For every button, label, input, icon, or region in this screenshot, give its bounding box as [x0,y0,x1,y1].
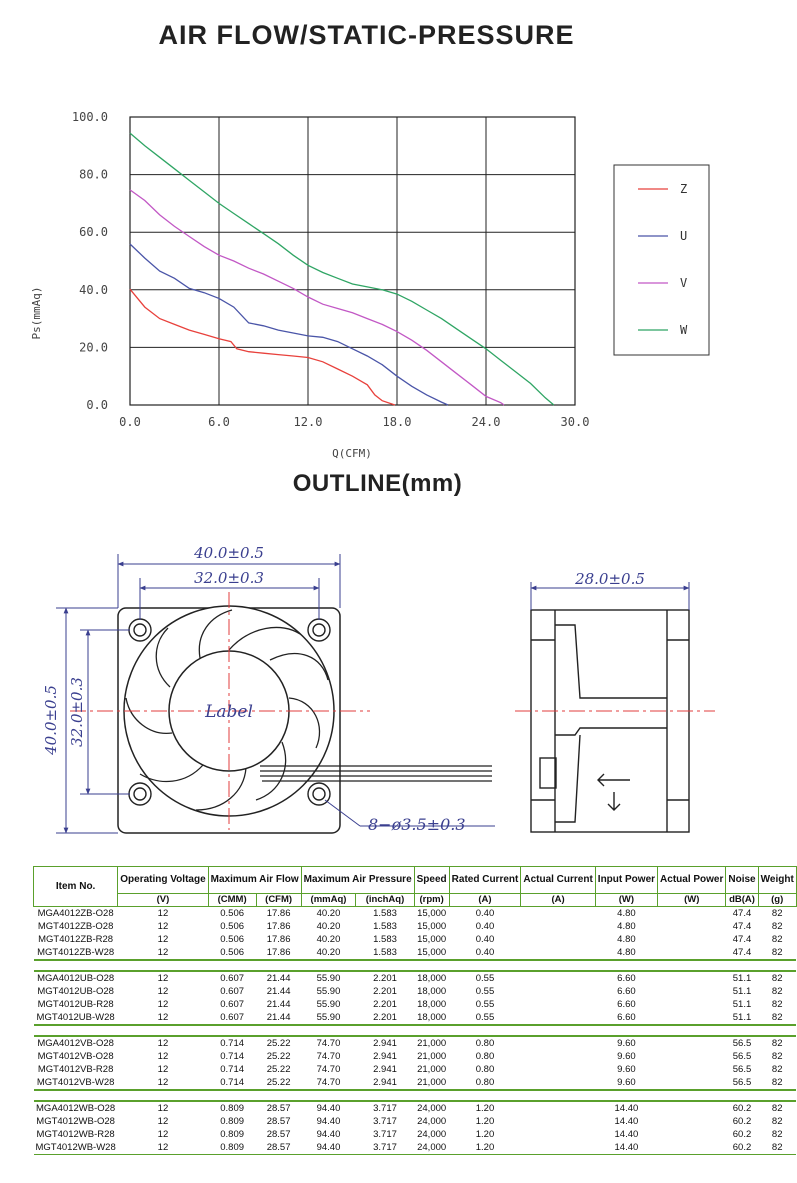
group-separator [34,1090,797,1101]
table-cell: 56.5 [732,1037,752,1049]
table-cell: 0.40 [475,920,495,932]
table-cell: 55.90 [316,985,341,997]
table-cell: 12 [118,1076,208,1090]
table-cell [521,1128,595,1141]
table-cell: 56.5 [726,1076,758,1090]
table-row [34,933,797,946]
label-text: Label [205,702,253,722]
table-cell: 74.70 [316,1037,341,1049]
table-cell [658,971,726,985]
legend-label-z: Z [680,182,688,196]
table-cell: 12 [157,907,169,919]
table-header: Operating Voltage [118,867,208,894]
table-cell: 2.201 [356,1011,414,1025]
table-cell: 51.1 [732,985,752,997]
table-cell: 40.20 [301,946,356,960]
table-cell: 25.22 [256,1076,301,1090]
table-cell: 2.201 [373,972,397,984]
table-cell: 12 [157,985,169,997]
table-cell: 51.1 [732,998,752,1010]
table-cell: 82 [771,1063,783,1075]
table-cell: 82 [771,1115,783,1127]
table-cell: 60.2 [732,1115,752,1127]
table-cell: 21.44 [266,985,291,997]
table-cell: 0.506 [220,907,245,919]
table-cell: 12 [157,933,169,945]
table-cell: 0.40 [475,907,495,919]
table-header: Actual Power [658,867,726,894]
table-cell: 1.20 [475,1115,495,1127]
table-cell: 28.57 [266,1128,291,1140]
table-cell: 0.809 [220,1128,245,1140]
table-cell: 0.607 [208,1011,256,1025]
table-cell: 40.20 [316,933,341,945]
table-cell: 0.506 [208,946,256,960]
table-cell: 1.20 [449,1141,521,1155]
table-cell [658,1076,726,1090]
table-cell: 12 [118,1141,208,1155]
table-cell [658,1011,726,1025]
table-cell: 82 [771,1102,783,1114]
y-axis-label: Ps(mmAq) [30,286,43,340]
table-row [34,1128,797,1141]
table-cell: 9.60 [617,1063,636,1075]
table-unit: (W) [595,894,657,907]
table-cell: 74.70 [316,1050,341,1062]
table-cell [521,907,595,921]
table-cell: 14.40 [595,1141,657,1155]
front-view [70,592,492,833]
table-cell: 21.44 [266,972,291,984]
chart-title: AIR FLOW/STATIC-PRESSURE [158,20,575,50]
table-cell: 0.40 [475,933,495,945]
table-cell: 47.4 [732,907,752,919]
table-row [34,907,797,921]
side-view [531,610,689,832]
y-tick-label: 100.0 [71,110,108,124]
table-cell: 82 [771,1050,783,1062]
item-no-cell: MGA4012VB-O28 [37,1037,114,1049]
table-cell [521,1141,595,1155]
x-tick-label: 6.0 [208,415,230,429]
table-cell: 56.5 [732,1063,752,1075]
table-cell: 21,000 [417,1063,447,1075]
table-header: Maximum Air Flow [208,867,301,894]
table-cell [521,933,595,946]
table-cell: 40.20 [316,907,341,919]
item-no-cell: MGT4012UB-R28 [37,998,114,1010]
legend-label-v: V [680,276,688,290]
table-unit: (V) [118,894,208,907]
table-cell: 0.714 [220,1063,245,1075]
table-cell: 24,000 [417,1102,447,1114]
table-cell: 56.5 [732,1050,752,1062]
table-header: Item No. [34,867,118,907]
table-cell: 18,000 [417,972,447,984]
table-cell: 24,000 [417,1115,447,1127]
y-tick-label: 0.0 [86,398,108,412]
table-cell [658,907,726,921]
table-cell: 1.20 [475,1102,495,1114]
table-cell: 3.717 [373,1115,397,1127]
airflow-pressure-chart [0,95,751,470]
table-cell: 2.201 [373,998,397,1010]
table-cell: 6.60 [595,1011,657,1025]
item-no-cell: MGT4012ZB-O28 [37,920,114,932]
table-cell: 94.40 [316,1128,341,1140]
table-cell: 60.2 [726,1141,758,1155]
table-row [34,946,797,960]
table-cell: 0.809 [220,1115,245,1127]
table-cell [658,1050,726,1063]
item-no-cell: MGT4012WB-O28 [36,1115,115,1127]
table-cell [658,1036,726,1050]
spec-table [33,866,797,1155]
table-cell: 60.2 [732,1128,752,1140]
table-cell [658,1128,726,1141]
table-cell [521,985,595,998]
table-cell: 25.22 [266,1063,291,1075]
table-cell: 0.80 [475,1063,495,1075]
table-cell: 82 [758,946,796,960]
table-unit: (CFM) [256,894,301,907]
table-row [34,1036,797,1050]
table-cell [521,1115,595,1128]
table-cell: 47.4 [732,933,752,945]
item-no-cell: MGT4012UB-O28 [37,985,114,997]
table-cell: 55.90 [301,1011,356,1025]
table-cell: 0.80 [475,1037,495,1049]
group-separator [34,1025,797,1036]
table-cell: 2.941 [356,1076,414,1090]
item-no-cell: MGA4012UB-O28 [37,972,115,984]
table-cell: 15,000 [417,920,447,932]
dim-front-height-outer: 40.0±0.5 [42,685,60,755]
table-cell: 15,000 [417,933,447,945]
table-unit: (rpm) [414,894,449,907]
item-no-cell: MGT4012WB-R28 [36,1128,115,1140]
group-separator [34,960,797,971]
table-cell: 9.60 [595,1076,657,1090]
table-cell: 82 [758,1076,796,1090]
dim-hole-label: 8−ø3.5±0.3 [368,815,466,834]
y-tick-label: 60.0 [79,225,108,240]
table-header: Actual Current [521,867,595,894]
table-unit: dB(A) [726,894,758,907]
table-cell: 1.20 [475,1128,495,1140]
table-cell: 3.717 [373,1102,397,1114]
table-cell: 21,000 [417,1037,447,1049]
table-cell: 0.506 [220,933,245,945]
table-header: Maximum Air Pressure [301,867,414,894]
table-cell [658,1101,726,1115]
table-cell [658,1115,726,1128]
table-cell: 94.40 [316,1115,341,1127]
table-cell: 21.44 [266,998,291,1010]
chart-series [130,133,554,405]
table-row [34,1115,797,1128]
table-cell: 0.80 [475,1050,495,1062]
table-cell: 14.40 [614,1128,639,1140]
table-cell: 12 [157,1063,169,1075]
dim-side-depth: 28.0±0.5 [575,570,645,588]
table-cell: 0.607 [220,972,245,984]
fan-outline-drawing [0,530,751,850]
table-cell: 1.583 [373,933,397,945]
table-row [34,971,797,985]
table-cell [658,920,726,933]
x-tick-label: 0.0 [119,415,141,429]
table-cell [521,946,595,960]
table-cell: 12 [118,946,208,960]
table-cell [658,1063,726,1076]
table-cell: 6.60 [617,972,636,984]
table-row [34,920,797,933]
legend-box [614,165,709,355]
table-unit: (W) [658,894,726,907]
y-tick-label: 40.0 [79,282,108,297]
table-row [34,1050,797,1063]
table-cell: 51.1 [732,972,752,984]
table-cell: 12 [157,972,169,984]
table-cell: 1.583 [356,946,414,960]
table-cell: 0.55 [475,985,495,997]
table-cell: 55.90 [316,972,341,984]
table-cell: 94.40 [316,1102,341,1114]
table-cell [658,998,726,1011]
outline-title: OUTLINE(mm) [292,470,463,497]
item-no-cell: MGT4012VB-R28 [37,1063,114,1075]
table-cell [658,946,726,960]
table-cell: 3.717 [356,1141,414,1155]
table-cell: 28.57 [266,1102,291,1114]
table-unit: (A) [449,894,521,907]
table-cell: 82 [771,907,783,919]
item-no-cell: MGT4012VB-O28 [37,1050,114,1062]
table-unit: (g) [758,894,796,907]
table-cell: 3.717 [373,1128,397,1140]
table-cell: 2.941 [373,1063,397,1075]
legend-label-w: W [680,323,688,337]
table-cell: 1.583 [373,920,397,932]
table-cell: 12 [157,1037,169,1049]
table-cell [521,1076,595,1090]
table-cell: 12 [157,920,169,932]
table-cell [521,920,595,933]
table-cell: 18,000 [417,998,447,1010]
table-cell: 0.55 [475,998,495,1010]
dim-front-width-outer: 40.0±0.5 [194,544,264,562]
table-cell: 9.60 [617,1037,636,1049]
x-tick-label: 24.0 [471,415,501,429]
table-cell [521,998,595,1011]
table-cell: 0.506 [220,920,245,932]
table-cell: 82 [771,972,783,984]
table-cell: 17.86 [266,907,291,919]
dim-front-width-inner: 32.0±0.3 [194,569,264,587]
table-cell: 0.809 [208,1141,256,1155]
table-cell: 12 [157,1115,169,1127]
item-no-cell: MGT4012UB-W28 [34,1011,118,1025]
table-cell: 21,000 [417,1050,447,1062]
legend-label-u: U [680,229,688,243]
table-cell: 82 [771,998,783,1010]
table-cell: 1.583 [373,907,397,919]
table-cell: 0.80 [449,1076,521,1090]
table-cell: 12 [157,1128,169,1140]
table-cell: 0.809 [220,1102,245,1114]
table-cell: 17.86 [266,933,291,945]
dim-front-height-inner: 32.0±0.3 [68,677,86,747]
table-cell: 4.80 [617,933,636,945]
table-cell: 74.70 [316,1063,341,1075]
table-cell [521,971,595,985]
table-header: Input Power [595,867,657,894]
chart-grid [130,117,575,405]
table-row [34,998,797,1011]
table-cell: 60.2 [732,1102,752,1114]
table-cell [658,1141,726,1155]
table-cell: 0.40 [449,946,521,960]
table-unit: (CMM) [208,894,256,907]
table-row [34,1141,797,1155]
table-cell: 82 [771,985,783,997]
x-tick-label: 30.0 [560,415,590,429]
table-cell: 12 [157,998,169,1010]
table-cell: 18,000 [414,1011,449,1025]
table-cell: 18,000 [417,985,447,997]
item-no-cell: MGT4012ZB-W28 [34,946,118,960]
table-cell: 12 [118,1011,208,1025]
table-row [34,985,797,998]
table-cell: 9.60 [617,1050,636,1062]
table-cell: 21,000 [414,1076,449,1090]
item-no-cell: MGT4012VB-W28 [34,1076,118,1090]
table-cell: 21.44 [256,1011,301,1025]
item-no-cell: MGT4012WB-W28 [35,1141,116,1153]
table-cell: 0.714 [220,1037,245,1049]
table-header: Speed [414,867,449,894]
table-cell: 51.1 [726,1011,758,1025]
table-cell [658,933,726,946]
table-unit: (A) [521,894,595,907]
table-cell [521,1036,595,1050]
item-no-cell: MGA4012ZB-O28 [37,907,114,919]
table-row [34,1063,797,1076]
y-tick-label: 80.0 [79,167,108,182]
table-cell: 74.70 [301,1076,356,1090]
table-header: Rated Current [449,867,521,894]
table-cell: 15,000 [417,907,447,919]
table-cell: 82 [771,1037,783,1049]
table-cell: 17.86 [256,946,301,960]
table-cell: 17.86 [266,920,291,932]
table-cell: 82 [758,1141,796,1155]
series-line-w [130,133,554,405]
x-tick-label: 12.0 [293,415,323,429]
table-cell: 12 [157,1050,169,1062]
table-cell: 82 [771,1128,783,1140]
x-tick-label: 18.0 [382,415,412,429]
table-header: Noise [726,867,758,894]
table-cell: 40.20 [316,920,341,932]
table-cell: 94.40 [301,1141,356,1155]
table-cell [521,1050,595,1063]
table-cell: 0.607 [220,998,245,1010]
table-cell: 14.40 [614,1115,639,1127]
table-header: Weight [758,867,796,894]
table-cell: 25.22 [266,1037,291,1049]
table-cell: 4.80 [617,907,636,919]
table-row [34,1076,797,1090]
table-cell: 4.80 [617,920,636,932]
series-line-v [130,190,504,405]
plot-frame [130,117,575,405]
x-axis-label: Q(CFM) [332,447,372,460]
table-cell [658,985,726,998]
table-cell: 4.80 [595,946,657,960]
table-cell: 2.201 [373,985,397,997]
table-cell: 0.714 [208,1076,256,1090]
table-unit: (mmAq) [301,894,356,907]
table-cell: 0.607 [220,985,245,997]
table-cell: 28.57 [266,1115,291,1127]
table-cell: 2.941 [373,1037,397,1049]
table-cell [521,1063,595,1076]
table-unit: (inchAq) [356,894,414,907]
table-cell: 2.941 [373,1050,397,1062]
table-cell: 47.4 [726,946,758,960]
item-no-cell: MGA4012WB-O28 [36,1102,116,1114]
table-cell [521,1011,595,1025]
table-cell: 55.90 [316,998,341,1010]
table-cell: 0.714 [220,1050,245,1062]
series-line-u [130,244,448,405]
table-cell: 82 [758,1011,796,1025]
table-cell: 6.60 [617,998,636,1010]
table-cell: 15,000 [414,946,449,960]
item-no-cell: MGT4012ZB-R28 [38,933,114,945]
y-tick-label: 20.0 [79,340,108,355]
table-cell: 14.40 [614,1102,639,1114]
table-cell: 25.22 [266,1050,291,1062]
chart-ticks [72,110,590,429]
table-row [34,1011,797,1025]
table-cell: 82 [771,933,783,945]
table-cell: 82 [771,920,783,932]
table-cell: 24,000 [417,1128,447,1140]
table-row [34,1101,797,1115]
table-cell: 28.57 [256,1141,301,1155]
table-cell: 47.4 [732,920,752,932]
table-cell: 0.55 [475,972,495,984]
table-cell: 6.60 [617,985,636,997]
table-cell [521,1101,595,1115]
table-cell: 0.55 [449,1011,521,1025]
table-cell: 12 [157,1102,169,1114]
table-cell: 24,000 [414,1141,449,1155]
